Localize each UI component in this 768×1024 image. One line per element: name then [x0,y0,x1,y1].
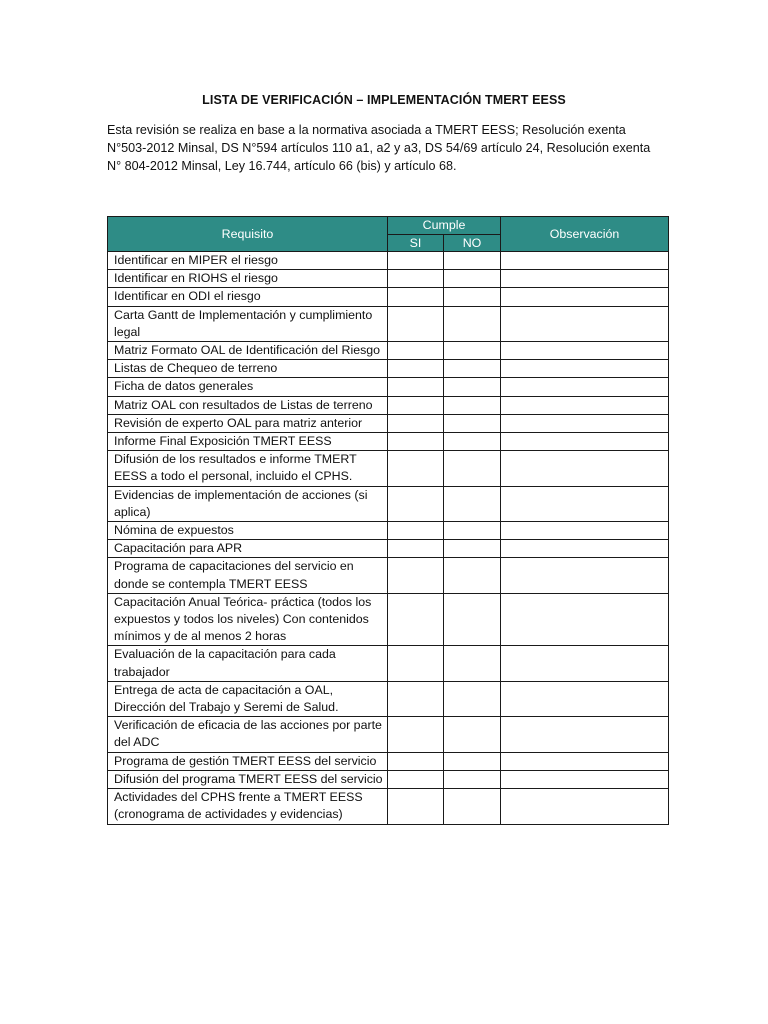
observacion-cell[interactable] [501,558,669,593]
si-checkbox-cell[interactable] [388,252,444,270]
observacion-cell[interactable] [501,378,669,396]
no-checkbox-cell[interactable] [444,288,501,306]
table-row [108,717,669,752]
observacion-cell[interactable] [501,306,669,341]
no-checkbox-cell[interactable] [444,486,501,521]
header-requisito: Requisito [108,217,388,252]
intro-paragraph: Esta revisión se realiza en base a la normativa asociada a TMERT EESS; Resolución exenta N°503-2012 Minsal, DS N°594 artículos 110 a1, a2 y a3, DS 54/69 artículo 24, Resolución exenta N° 804-2012 Minsal, Ley 16.744, artículo 66 (bis) y artículo 68. [107,123,651,173]
table-row [108,593,669,646]
table-row [108,396,669,414]
si-checkbox-cell[interactable] [388,681,444,716]
observacion-cell[interactable] [501,342,669,360]
si-checkbox-cell[interactable] [388,433,444,451]
si-checkbox-cell[interactable] [388,414,444,432]
no-checkbox-cell[interactable] [444,646,501,681]
no-checkbox-cell[interactable] [444,306,501,341]
requisito-cell: Identificar en RIOHS el riesgo [108,270,388,288]
table-row [108,540,669,558]
table-row [108,681,669,716]
observacion-cell[interactable] [501,360,669,378]
si-checkbox-cell[interactable] [388,378,444,396]
no-checkbox-cell[interactable] [444,752,501,770]
si-checkbox-cell[interactable] [388,396,444,414]
table-row [108,451,669,486]
table-row [108,252,669,270]
observacion-cell[interactable] [501,433,669,451]
observacion-cell[interactable] [501,540,669,558]
table-row [108,789,669,824]
requisito-cell: Capacitación para APR [108,540,388,558]
requisito-cell: Matriz OAL con resultados de Listas de terreno [108,396,388,414]
requisito-cell: Evaluación de la capacitación para cada trabajador [108,646,388,681]
no-checkbox-cell[interactable] [444,342,501,360]
table-row [108,342,669,360]
checklist-table [107,216,669,825]
requisito-cell: Ficha de datos generales [108,378,388,396]
table-row [108,646,669,681]
header-cumple: Cumple [388,217,501,235]
no-checkbox-cell[interactable] [444,789,501,824]
no-checkbox-cell[interactable] [444,396,501,414]
table-row [108,288,669,306]
table-row [108,752,669,770]
observacion-cell[interactable] [501,414,669,432]
header-si: SI [388,234,444,252]
si-checkbox-cell[interactable] [388,646,444,681]
requisito-cell: Capacitación Anual Teórica- práctica (todos los expuestos y todos los niveles) Con contenidos mínimos y de al menos 2 horas [108,593,388,646]
table-row [108,433,669,451]
observacion-cell[interactable] [501,717,669,752]
si-checkbox-cell[interactable] [388,770,444,788]
si-checkbox-cell[interactable] [388,593,444,646]
no-checkbox-cell[interactable] [444,378,501,396]
si-checkbox-cell[interactable] [388,789,444,824]
requisito-cell: Listas de Chequeo de terreno [108,360,388,378]
no-checkbox-cell[interactable] [444,593,501,646]
no-checkbox-cell[interactable] [444,433,501,451]
table-row [108,558,669,593]
no-checkbox-cell[interactable] [444,770,501,788]
table-row [108,414,669,432]
requisito-cell: Evidencias de implementación de acciones (si aplica) [108,486,388,521]
no-checkbox-cell[interactable] [444,414,501,432]
si-checkbox-cell[interactable] [388,306,444,341]
requisito-cell: Difusión del programa TMERT EESS del servicio [108,770,388,788]
table-row [108,522,669,540]
requisito-cell: Carta Gantt de Implementación y cumplimiento legal [108,306,388,341]
si-checkbox-cell[interactable] [388,558,444,593]
observacion-cell[interactable] [501,451,669,486]
table-row [108,306,669,341]
requisito-cell: Programa de gestión TMERT EESS del servicio [108,752,388,770]
observacion-cell[interactable] [501,522,669,540]
observacion-cell[interactable] [501,752,669,770]
observacion-cell[interactable] [501,288,669,306]
observacion-cell[interactable] [501,681,669,716]
requisito-cell: Informe Final Exposición TMERT EESS [108,433,388,451]
checklist-body [108,252,669,825]
si-checkbox-cell[interactable] [388,752,444,770]
requisito-cell: Nómina de expuestos [108,522,388,540]
checklist-header [108,217,669,252]
no-checkbox-cell[interactable] [444,451,501,486]
observacion-cell[interactable] [501,252,669,270]
observacion-cell[interactable] [501,770,669,788]
observacion-cell[interactable] [501,270,669,288]
si-checkbox-cell[interactable] [388,360,444,378]
observacion-cell[interactable] [501,396,669,414]
header-no: NO [444,234,501,252]
si-checkbox-cell[interactable] [388,717,444,752]
requisito-cell: Entrega de acta de capacitación a OAL, Dirección del Trabajo y Seremi de Salud. [108,681,388,716]
requisito-cell: Difusión de los resultados e informe TMERT EESS a todo el personal, incluido el CPHS. [108,451,388,486]
observacion-cell[interactable] [501,593,669,646]
table-row [108,270,669,288]
requisito-cell: Revisión de experto OAL para matriz anterior [108,414,388,432]
no-checkbox-cell[interactable] [444,522,501,540]
table-row [108,486,669,521]
si-checkbox-cell[interactable] [388,342,444,360]
no-checkbox-cell[interactable] [444,252,501,270]
observacion-cell[interactable] [501,486,669,521]
si-checkbox-cell[interactable] [388,451,444,486]
si-checkbox-cell[interactable] [388,540,444,558]
observacion-cell[interactable] [501,789,669,824]
table-row [108,770,669,788]
table-row [108,360,669,378]
requisito-cell: Actividades del CPHS frente a TMERT EESS (cronograma de actividades y evidencias) [108,789,388,824]
requisito-cell: Identificar en MIPER el riesgo [108,252,388,270]
requisito-cell: Programa de capacitaciones del servicio en donde se contempla TMERT EESS [108,558,388,593]
requisito-cell: Matriz Formato OAL de Identificación del Riesgo [108,342,388,360]
no-checkbox-cell[interactable] [444,558,501,593]
no-checkbox-cell[interactable] [444,360,501,378]
si-checkbox-cell[interactable] [388,522,444,540]
si-checkbox-cell[interactable] [388,288,444,306]
table-row [108,378,669,396]
header-observacion: Observación [501,217,669,252]
document-title: LISTA DE VERIFICACIÓN – IMPLEMENTACIÓN TMERT EESS [202,93,566,107]
observacion-cell[interactable] [501,646,669,681]
no-checkbox-cell[interactable] [444,270,501,288]
no-checkbox-cell[interactable] [444,681,501,716]
si-checkbox-cell[interactable] [388,270,444,288]
no-checkbox-cell[interactable] [444,717,501,752]
requisito-cell: Identificar en ODI el riesgo [108,288,388,306]
no-checkbox-cell[interactable] [444,540,501,558]
si-checkbox-cell[interactable] [388,486,444,521]
requisito-cell: Verificación de eficacia de las acciones por parte del ADC [108,717,388,752]
